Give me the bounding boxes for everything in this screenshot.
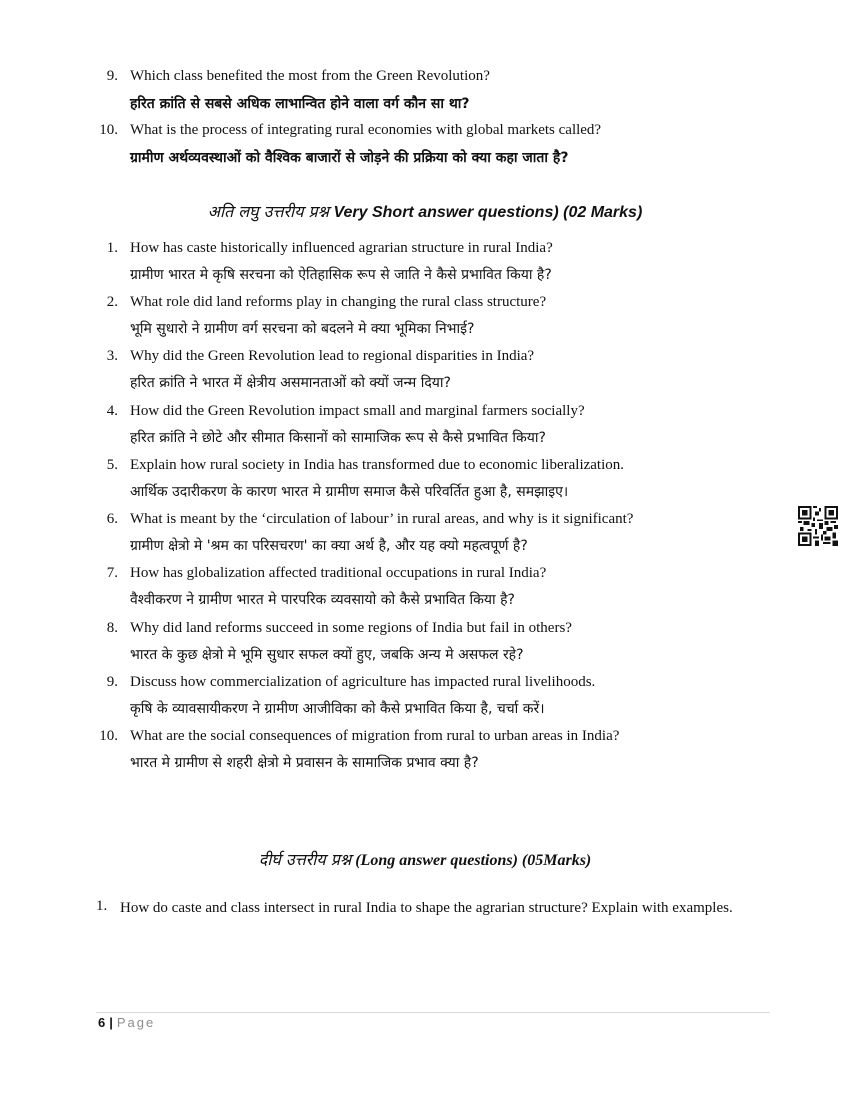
question-hindi: हरित क्रांति ने छोटे और सीमात किसानों को सामाजिक रूप से कैसे प्रभावित किया? — [130, 430, 546, 446]
question-english: Which class benefited the most from the Green Revolution? — [130, 68, 490, 84]
question-hindi: ग्रामीण अर्थव्यवस्थाओं को वैश्विक बाजारों से जोड़ने की प्रक्रिया को क्या कहा जाता है? — [130, 150, 569, 166]
question-hindi: वैश्वीकरण ने ग्रामीण भारत मे पारपरिक व्यवसायो को कैसे प्रभावित किया है? — [130, 592, 515, 608]
section-heading-english: (Long answer questions) (05Marks) — [355, 852, 592, 869]
question-hindi: भूमि सुधारो ने ग्रामीण वर्ग सरचना को बदलने मे क्या भूमिका निभाई? — [130, 321, 475, 337]
footer-divider — [96, 1012, 770, 1013]
question-hindi: हरित क्रांति ने भारत में क्षेत्रीय असमानताओं को क्यों जन्म दिया? — [130, 375, 451, 391]
qr-code-icon — [798, 506, 838, 546]
section-heading-hindi: दीर्घ उत्तरीय प्रश्न — [258, 850, 352, 869]
page-number: 6 — [98, 1015, 106, 1030]
long-question-english: How do caste and class intersect in rural India to shape the agrarian structure? Explain with examples. — [120, 900, 733, 916]
section-heading-short — [0, 200, 850, 222]
question-english: What are the social consequences of migration from rural to urban areas in India? — [130, 728, 620, 744]
question-english: Discuss how commercialization of agriculture has impacted rural livelihoods. — [130, 674, 596, 690]
question-hindi: ग्रामीण क्षेत्रो मे 'श्रम का परिसचरण' का क्या अर्थ है, और यह क्यो महत्वपूर्ण है? — [130, 538, 528, 554]
question-number: 7. — [106, 565, 118, 581]
page-label: Page — [116, 1015, 156, 1030]
question-english: Why did land reforms succeed in some regions of India but fail in others? — [130, 620, 572, 636]
question-number: 5. — [106, 457, 118, 473]
footer-separator: | — [109, 1015, 113, 1030]
question-number: 10. — [99, 728, 118, 744]
question-number: 8. — [106, 620, 118, 636]
section-heading-long — [0, 848, 850, 870]
question-number: 2. — [106, 294, 118, 310]
question-hindi: भारत मे ग्रामीण से शहरी क्षेत्रो मे प्रवासन के सामाजिक प्रभाव क्या है? — [130, 755, 479, 771]
section-heading-english: Very Short answer questions) (02 Marks) — [333, 204, 643, 221]
question-hindi: भारत के कुछ क्षेत्रो मे भूमि सुधार सफल क्यों हुए, जबकि अन्य मे असफल रहे? — [130, 647, 524, 663]
question-number: 10. — [99, 122, 118, 138]
question-number: 9. — [106, 674, 118, 690]
section-heading-hindi: अति लघु उत्तरीय प्रश्न — [207, 202, 329, 221]
page-footer — [98, 1015, 155, 1030]
question-number: 1. — [106, 240, 118, 256]
question-english: What is the process of integrating rural economies with global markets called? — [130, 122, 602, 138]
question-english: What role did land reforms play in changing the rural class structure? — [130, 294, 547, 310]
question-english: Explain how rural society in India has transformed due to economic liberalization. — [130, 457, 625, 473]
question-english: What is meant by the ‘circulation of labour’ in rural areas, and why is it significant? — [130, 511, 634, 527]
question-hindi: ग्रामीण भारत मे कृषि सरचना को ऐतिहासिक रूप से जाति ने कैसे प्रभावित किया है? — [130, 267, 552, 283]
question-number: 9. — [106, 68, 118, 84]
question-number: 1. — [96, 898, 108, 914]
question-number: 3. — [106, 348, 118, 364]
question-english: How has globalization affected traditional occupations in rural India? — [130, 565, 547, 581]
question-number: 6. — [106, 511, 118, 527]
question-hindi: आर्थिक उदारीकरण के कारण भारत मे ग्रामीण समाज कैसे परिवर्तित हुआ है, समझाइए। — [130, 484, 569, 500]
question-english: How has caste historically influenced agrarian structure in rural India? — [130, 240, 553, 256]
question-english: Why did the Green Revolution lead to regional disparities in India? — [130, 348, 535, 364]
question-english: How did the Green Revolution impact small and marginal farmers socially? — [130, 403, 585, 419]
question-number: 4. — [106, 403, 118, 419]
question-hindi: हरित क्रांति से सबसे अधिक लाभान्वित होने वाला वर्ग कौन सा था? — [130, 96, 470, 112]
question-hindi: कृषि के व्यावसायीकरण ने ग्रामीण आजीविका को कैसे प्रभावित किया है, चर्चा करें। — [130, 701, 545, 717]
